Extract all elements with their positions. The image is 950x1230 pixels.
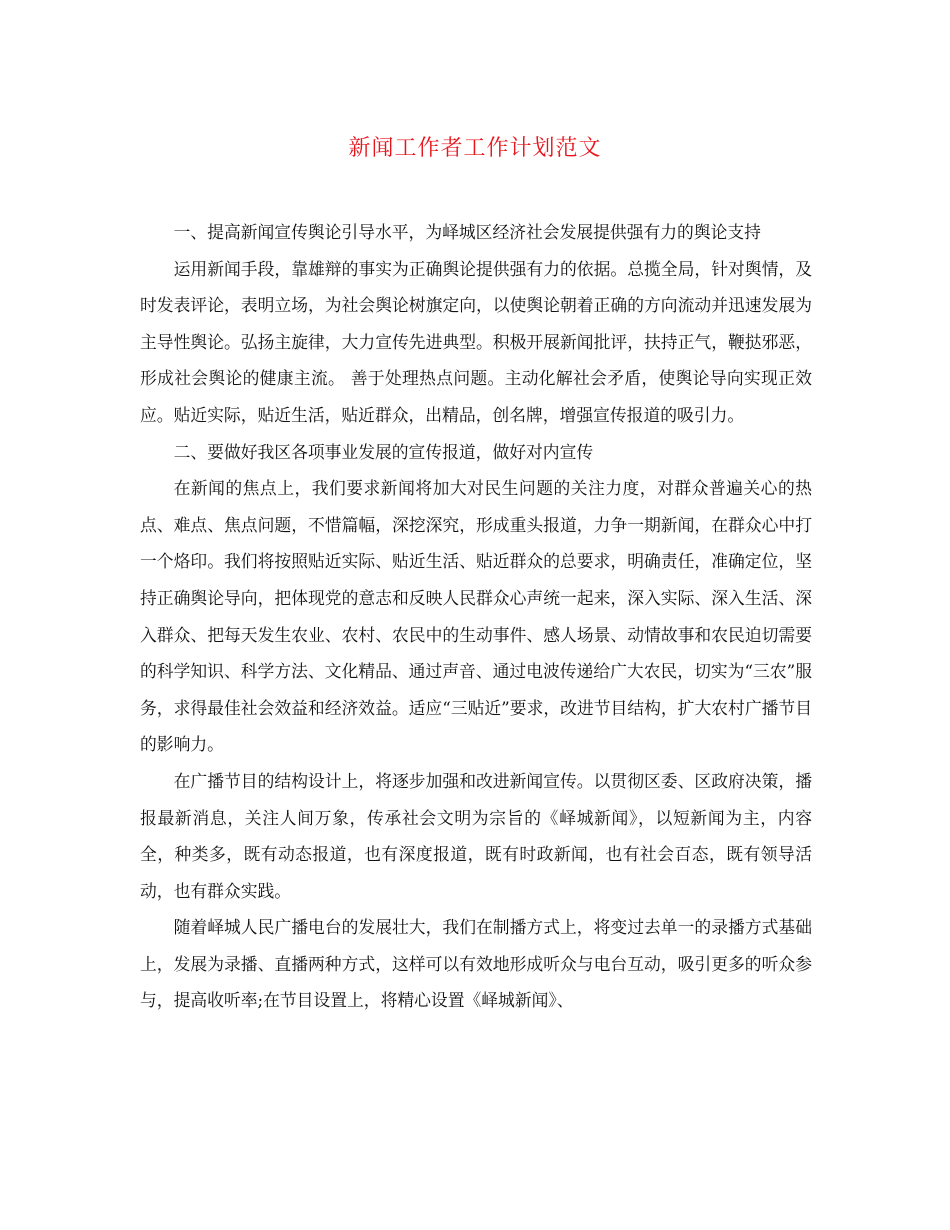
- document-body: [140, 214, 812, 1019]
- body-paragraph: 随着峄城人民广播电台的发展壮大，我们在制播方式上，将变过去单一的录播方式基础上，发展为录播、直播两种方式，这样可以有效地形成听众与电台互动，吸引更多的听众参与，提高收听率;在节目设置上，将精心设置《峄城新闻》、: [140, 917, 812, 1011]
- body-paragraph: 运用新闻手段，靠雄辩的事实为正确舆论提供强有力的依据。总揽全局，针对舆情，及时发表评论，表明立场，为社会舆论树旗定向，以使舆论朝着正确的方向流动并迅速发展为主导性舆论。弘扬主旋律，大力宣传先进典型。积极开展新闻批评，扶持正气，鞭挞邪恶，形成社会舆论的健康主流。 善于处理热点问题。主动化解社会矛盾，使舆论导向实现正效应。贴近实际，贴近生活，贴近群众，出精品，创名牌，增强宣传报道的吸引力。: [140, 258, 812, 425]
- section-heading-2: 二、要做好我区各项事业发展的宣传报道，做好对内宣传: [173, 441, 594, 462]
- section-heading-1: 一、提高新闻宣传舆论引导水平，为峄城区经济社会发展提供强有力的舆论支持: [173, 222, 761, 242]
- body-paragraph: 在广播节目的结构设计上，将逐步加强和改进新闻宣传。以贯彻区委、区政府决策，播报最新消息，关注人间万象，传承社会文明为宗旨的《峄城新闻》，以短新闻为主，内容全，种类多，既有动态报道，也有深度报道，既有时政新闻，也有社会百态，既有领导活动，也有群众实践。: [140, 770, 812, 901]
- document-title: 新闻工作者工作计划范文: [348, 136, 602, 161]
- body-paragraph: 在新闻的焦点上，我们要求新闻将加大对民生问题的关注力度，对群众普遍关心的热点、难点、焦点问题，不惜篇幅，深挖深究，形成重头报道，力争一期新闻，在群众心中打一个烙印。我们将按照贴近实际、贴近生活、贴近群众的总要求，明确责任，准确定位，坚持正确舆论导向，把体现党的意志和反映人民群众心声统一起来，深入实际、深入生活、深入群众、把每天发生农业、农村、农民中的生动事件、感人场景、动情故事和农民迫切需要的科学知识、科学方法、文化精品、通过声音、通过电波传递给广大农民，切实为“三农”服务，求得最佳社会效益和经济效益。适应“三贴近”要求，改进节目结构，扩大农村广播节目的影响力。: [140, 478, 812, 755]
